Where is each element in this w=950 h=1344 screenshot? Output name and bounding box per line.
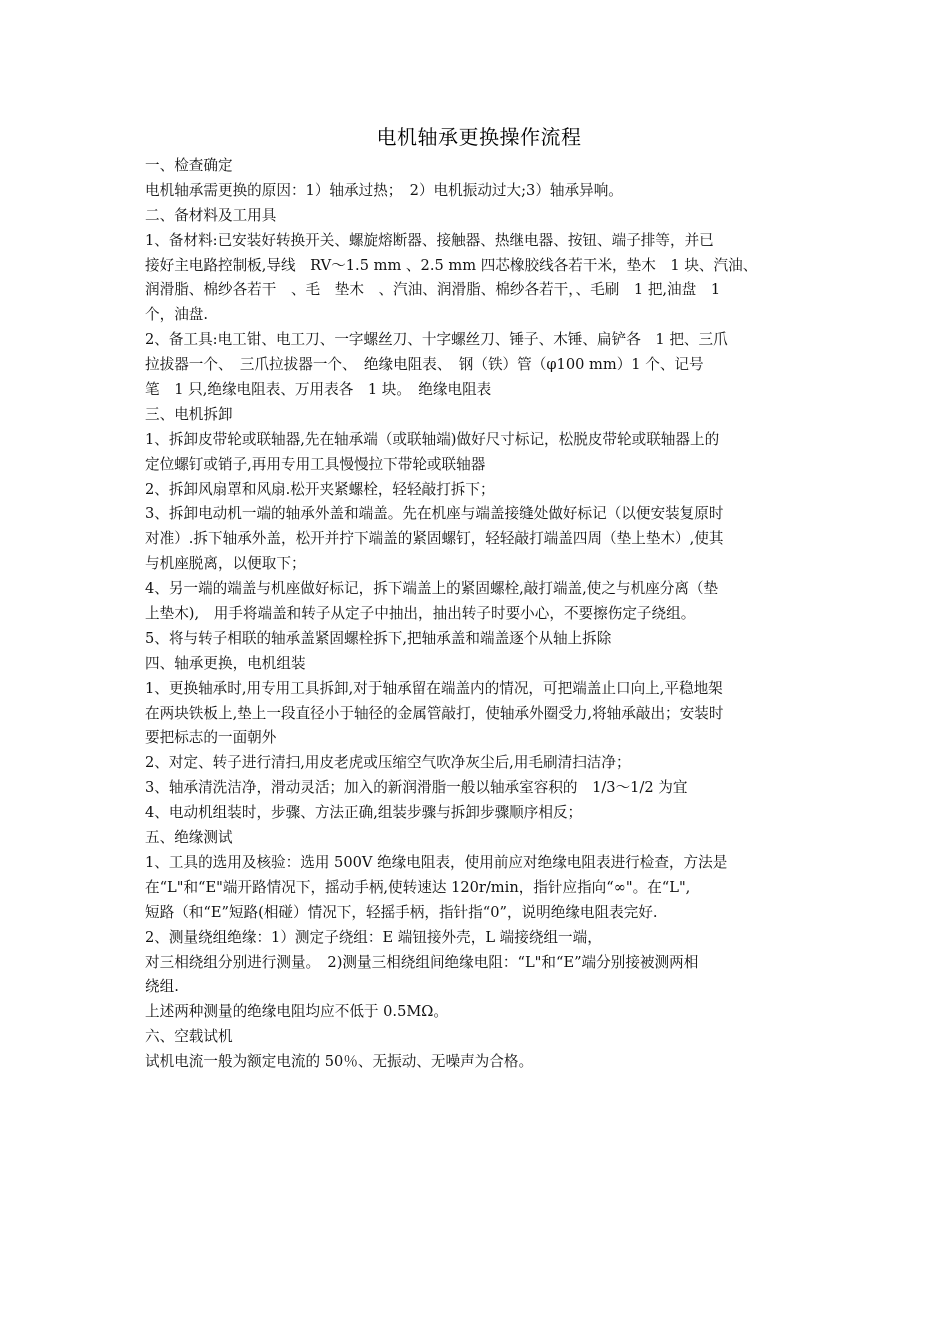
paragraph-line: 2、测量绕组绝缘：1）测定子绕组：E 端钮接外壳，L 端接绕组一端， [145,928,602,946]
heading-2: 二、备材料及工用具 [145,206,277,224]
paragraph-line: 上垫木), 用手将端盖和转子从定子中抽出，抽出转子时要小心，不要擦伤定子绕组。 [145,605,696,623]
paragraph-line: 对准）.拆下轴承外盖，松开并拧下端盖的紧固螺钉，轻轻敲打端盖四周（垫上垫木）,使其 [145,530,724,548]
paragraph-line: 在两块铁板上,垫上一段直径小于轴径的金属管敲打，使轴承外圈受力,将轴承敲出；安装时 [145,704,724,722]
paragraph-line: 拉拔器一个、 三爪拉拔器一个、 绝缘电阻表、 钢（铁）管（φ100 mm）1 个、记号 [145,356,704,374]
paragraph-line: 定位螺钉或销子,再用专用工具慢慢拉下带轮或联轴器 [145,455,486,473]
paragraph-line: 1、备材料:已安装好转换开关、螺旋熔断器、接触器、热继电器、按钮、端子排等，并已 [145,231,714,249]
heading-6: 六、空载试机 [145,1028,233,1046]
paragraph-line: 3、轴承清洗洁净，滑动灵活；加入的新润滑脂一般以轴承室容积的 1/3～1/2 为宜 [145,779,688,797]
paragraph-line: 与机座脱离，以便取下； [145,555,306,573]
paragraph-line: 4、另一端的端盖与机座做好标记，拆下端盖上的紧固螺栓,敲打端盖,使之与机座分离（垫 [145,580,719,598]
paragraph-line: 1、更换轴承时,用专用工具拆卸,对于轴承留在端盖内的情况，可把端盖止口向上,平稳地架 [145,679,723,697]
paragraph-line: 个，油盘. [145,306,209,324]
document-body [145,154,813,1075]
document-page [145,120,813,1075]
heading-4: 四、轴承更换，电机组装 [145,654,306,672]
paragraph-line: 4、电动机组装时，步骤、方法正确,组装步骤与拆卸步骤顺序相反； [145,804,583,822]
paragraph-line: 2、对定、转子进行清扫,用皮老虎或压缩空气吹净灰尘后,用毛刷清扫洁净； [145,754,631,772]
paragraph-line: 电机轴承需更换的原因：1）轴承过热； 2）电机振动过大;3）轴承异响。 [145,181,623,199]
paragraph-line: 接好主电路控制板,导线 RV～1.5 mm 、2.5 mm 四芯橡胶线各若干米，垫木 1 块、汽油、 [145,256,758,274]
paragraph-line: 5、将与转子相联的轴承盖紧固螺栓拆下,把轴承盖和端盖逐个从轴上拆除 [145,629,612,647]
paragraph-line: 要把标志的一面朝外 [145,729,277,747]
heading-5: 五、绝缘测试 [145,829,233,847]
paragraph-line: 2、拆卸风扇罩和风扇.松开夹紧螺栓，轻轻敲打拆下； [145,480,495,498]
paragraph-line: 笔 1 只,绝缘电阻表、万用表各 1 块。 绝缘电阻表 [145,381,492,399]
paragraph-line: 3、拆卸电动机一端的轴承外盖和端盖。先在机座与端盖接缝处做好标记（以便安装复原时 [145,505,724,523]
paragraph-line: 2、备工具:电工钳、电工刀、一字螺丝刀、十字螺丝刀、锤子、木锤、扁铲各 1 把、三爪 [145,331,728,349]
heading-3: 三、电机拆卸 [145,405,233,423]
paragraph-line: 短路（和“E”短路(相碰）情况下，轻摇手柄，指针指“0”，说明绝缘电阻表完好. [145,903,658,921]
paragraph-line: 润滑脂、棉纱各若干 、毛 垫木 、汽油、润滑脂、棉纱各若干，、毛刷 1 把,油盘 1 [145,281,721,299]
paragraph-line: 绕组. [145,978,179,996]
paragraph-line: 对三相绕组分别进行测量。 2)测量三相绕组间绝缘电阻：“L"和“E”端分别接被测两相 [145,953,699,971]
paragraph-line: 上述两种测量的绝缘电阻均应不低于 0.5MΩ。 [145,1003,448,1021]
paragraph-line: 试机电流一般为额定电流的 50％、无振动、无噪声为合格。 [145,1053,534,1071]
paragraph-line: 1、拆卸皮带轮或联轴器,先在轴承端（或联轴端)做好尺寸标记，松脱皮带轮或联轴器上的 [145,430,720,448]
paragraph-line: 1、工具的选用及核验：选用 500V 绝缘电阻表，使用前应对绝缘电阻表进行检查，方法是 [145,853,728,871]
paragraph-line: 在“L"和“E"端开路情况下，摇动手柄,使转速达 120r/min，指针应指向“∞"。在“L", [145,878,691,896]
heading-1: 一、检查确定 [145,157,233,174]
document-title: 电机轴承更换操作流程 [376,125,582,149]
